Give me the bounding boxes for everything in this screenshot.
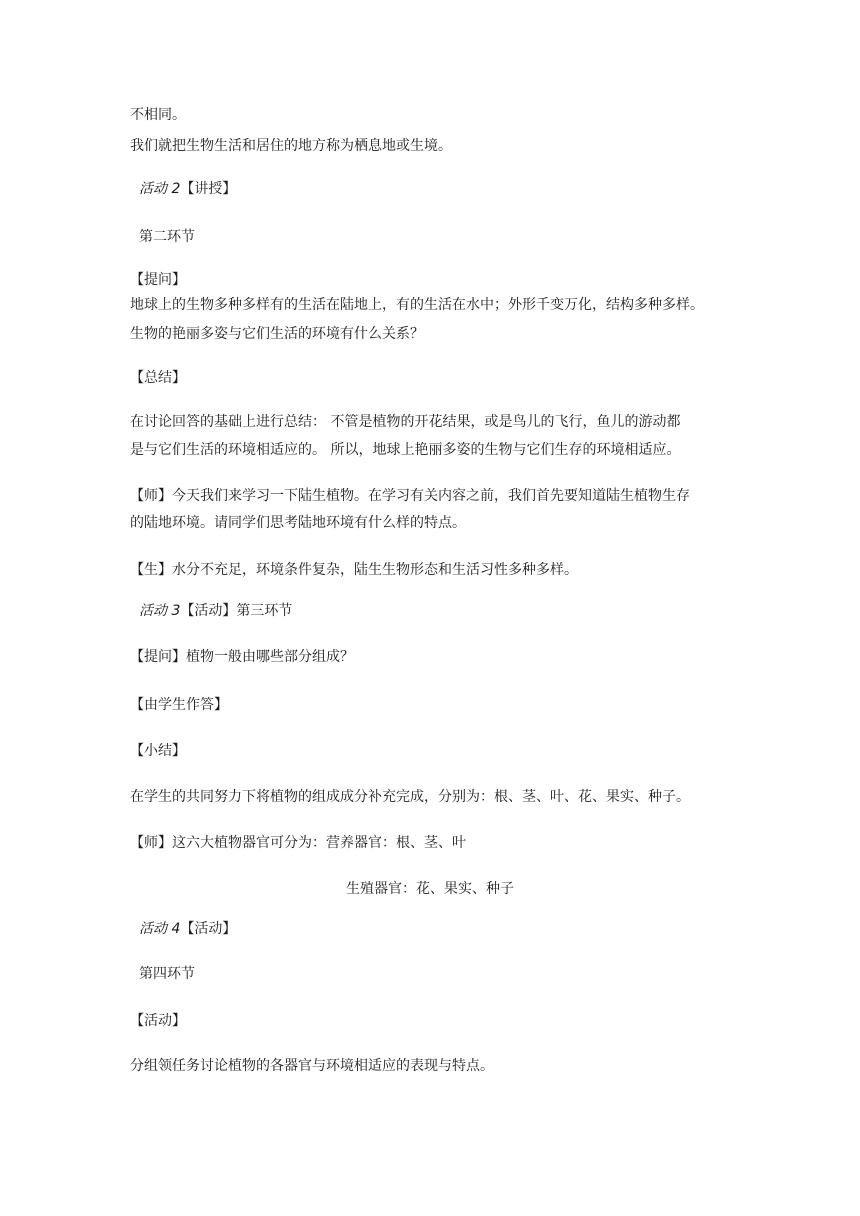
paragraph-line: 【生】水分不充足，环境条件复杂，陆生生物形态和生活习性多种多样。 (130, 562, 578, 578)
paragraph-line: 【师】这六大植物器官可分为：营养器官：根、茎、叶 (130, 835, 466, 851)
activity-tag: 【活动】 (180, 921, 237, 937)
section-tag: 【提问】 (130, 272, 186, 288)
activity-tag: 【活动】第三环节 (180, 603, 293, 619)
section-tag: 【活动】 (130, 1013, 186, 1029)
paragraph-line: 地球上的生物多种多样有的生活在陆地上，有的生活在水中；外形千变万化，结构多种多样。 (130, 297, 704, 313)
step-heading: 第四环节 (139, 966, 195, 982)
paragraph-line: 是与它们生活的环境相适应的。 所以，地球上艳丽多姿的生物与它们生存的环境相适应。 (130, 442, 681, 458)
paragraph-line: 分组领任务讨论植物的各器官与环境相适应的表现与特点。 (130, 1058, 494, 1074)
section-tag: 【由学生作答】 (130, 697, 228, 713)
activity-tag: 【讲授】 (180, 181, 237, 197)
paragraph-line-centered: 生殖器官：花、果实、种子 (346, 881, 514, 897)
activity-label: 活动 4 (139, 921, 181, 937)
paragraph-line: 【提问】植物一般由哪些部分组成？ (130, 649, 354, 665)
paragraph-line: 在讨论回答的基础上进行总结： 不管是植物的开花结果，或是鸟儿的飞行，鱼儿的游动都 (130, 414, 681, 430)
activity-4-heading (139, 920, 236, 938)
step-heading: 第二环节 (139, 229, 195, 245)
section-tag: 【小结】 (130, 743, 186, 759)
section-tag: 【总结】 (130, 370, 186, 386)
activity-3-heading (139, 602, 292, 620)
paragraph-line: 在学生的共同努力下将植物的组成成分补充完成，分别为：根、茎、叶、花、果实、种子。 (130, 789, 690, 805)
paragraph-line: 【师】今天我们来学习一下陆生植物。在学习有关内容之前，我们首先要知道陆生植物生存 (130, 488, 690, 504)
paragraph-line: 不相同。 (130, 107, 186, 123)
paragraph-line: 我们就把生物生活和居住的地方称为栖息地或生境。 (130, 138, 452, 154)
paragraph-line: 的陆地环境。请同学们思考陆地环境有什么样的特点。 (130, 515, 466, 531)
paragraph-line: 生物的艳丽多姿与它们生活的环境有什么关系？ (130, 326, 424, 342)
activity-2-heading (139, 180, 236, 198)
activity-label: 活动 3 (139, 603, 181, 619)
activity-label: 活动 2 (139, 181, 181, 197)
